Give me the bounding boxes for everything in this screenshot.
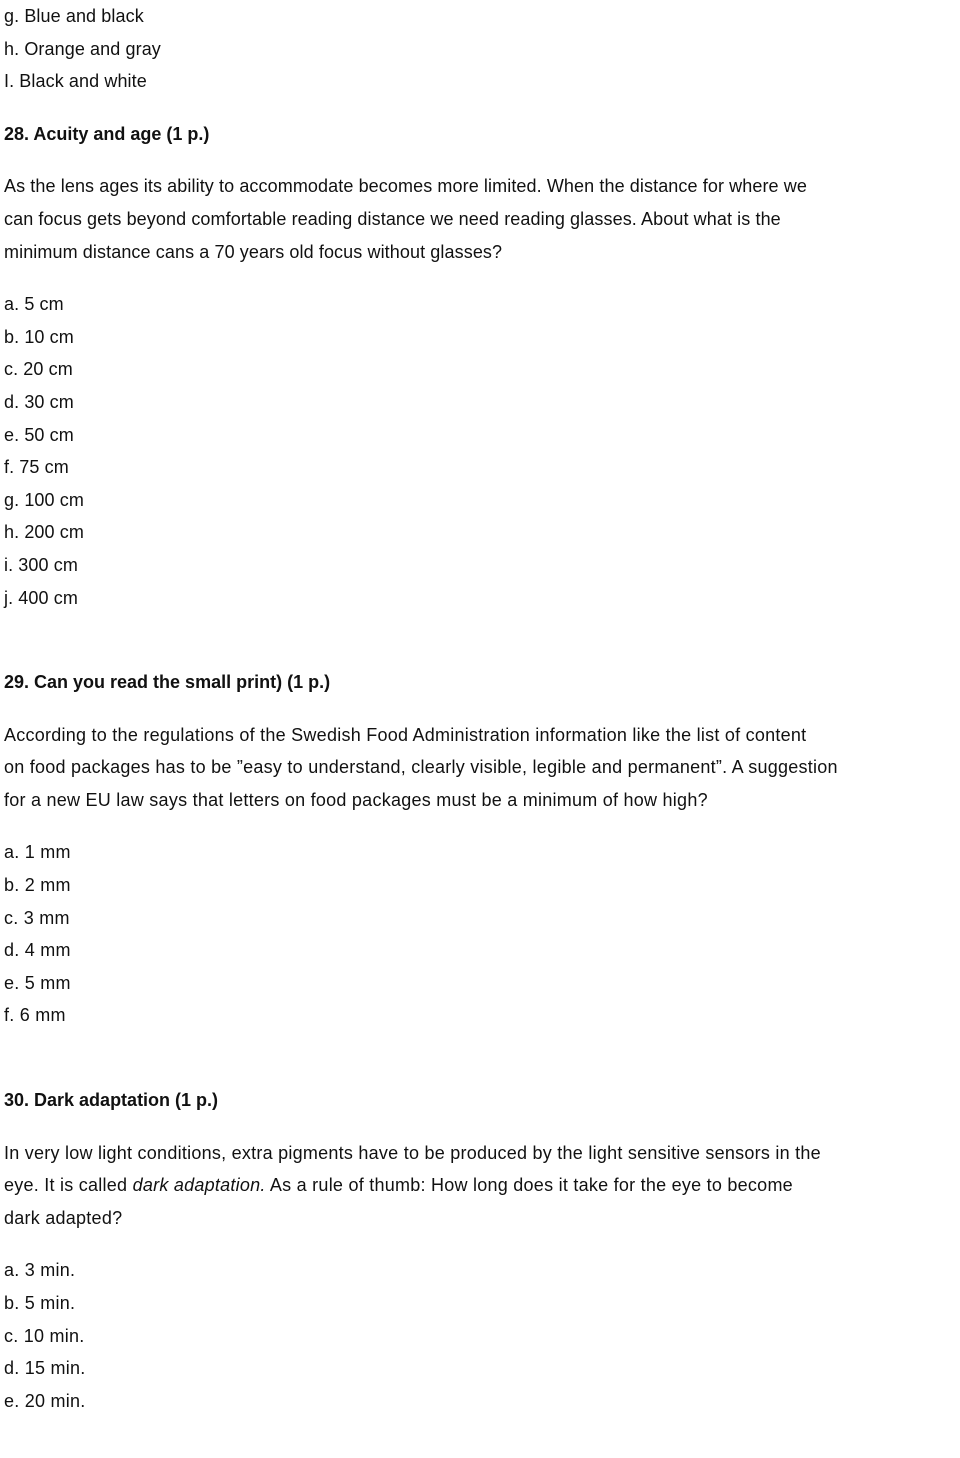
option-d: d. 30 cm [4, 391, 74, 412]
question-30-text-line-3: dark adapted? [4, 1207, 123, 1228]
question-28-text-line-1: As the lens ages its ability to accommodate becomes more limited. When the distance for where we [4, 176, 807, 197]
option-e: e. 5 mm [4, 972, 71, 993]
text-fragment: As a rule of thumb: How long does it take for the eye to become [265, 1175, 793, 1196]
question-29-text-line-3: for a new EU law says that letters on food packages must be a minimum of how high? [4, 789, 708, 810]
question-28-text [4, 170, 956, 268]
question-29-text-line-1: According to the regulations of the Swedish Food Administration information like the list of content [4, 724, 807, 745]
question-28-heading: 28. Acuity and age (1 p.) [4, 123, 210, 144]
option-a: a. 3 min. [4, 1260, 76, 1281]
option-i: i. 300 cm [4, 554, 78, 575]
option-c: c. 20 cm [4, 359, 73, 380]
option-g: g. Blue and black [4, 6, 144, 26]
text-fragment: eye. It is called [4, 1175, 133, 1196]
option-h: h. 200 cm [4, 522, 84, 543]
term-dark-adaptation: dark adaptation. [132, 1175, 266, 1196]
option-i: I. Black and white [4, 71, 147, 92]
previous-question-options [4, 0, 956, 98]
question-30 [4, 1084, 956, 1417]
option-d: d. 4 mm [4, 940, 71, 961]
question-28 [4, 118, 956, 614]
question-28-text-line-2: can focus gets beyond comfortable reading distance we need reading glasses. About what is the [4, 208, 781, 229]
option-h: h. Orange and gray [4, 38, 161, 59]
option-b: b. 2 mm [4, 875, 71, 896]
question-29-options [4, 836, 956, 1032]
option-d: d. 15 min. [4, 1358, 86, 1379]
option-c: c. 10 min. [4, 1325, 85, 1346]
question-29-heading: 29. Can you read the small print) (1 p.) [4, 672, 331, 693]
option-j: j. 400 cm [4, 587, 78, 608]
question-29-text-line-2: on food packages has to be ”easy to understand, clearly visible, legible and permanent”. A suggestion [4, 757, 838, 778]
option-c: c. 3 mm [4, 907, 70, 928]
option-b: b. 10 cm [4, 326, 74, 347]
question-29 [4, 666, 956, 1032]
question-28-text-line-3: minimum distance cans a 70 years old focus without glasses? [4, 241, 503, 262]
option-b: b. 5 min. [4, 1293, 76, 1313]
question-30-text-line-1: In very low light conditions, extra pigments have to be produced by the light sensitive sensors in the [4, 1142, 821, 1163]
option-f: f. 75 cm [4, 457, 69, 478]
option-f: f. 6 mm [4, 1005, 66, 1026]
option-a: a. 5 cm [4, 294, 64, 315]
option-a: a. 1 mm [4, 842, 71, 863]
question-29-text [4, 719, 956, 817]
question-30-options [4, 1254, 956, 1417]
option-e: e. 50 cm [4, 424, 74, 445]
question-28-options [4, 288, 956, 614]
document-page [4, 0, 956, 1417]
option-e: e. 20 min. [4, 1390, 86, 1411]
question-30-text [4, 1137, 956, 1235]
option-g: g. 100 cm [4, 489, 84, 510]
question-30-text-line-2 [4, 1169, 956, 1202]
question-30-heading: 30. Dark adaptation (1 p.) [4, 1090, 219, 1111]
